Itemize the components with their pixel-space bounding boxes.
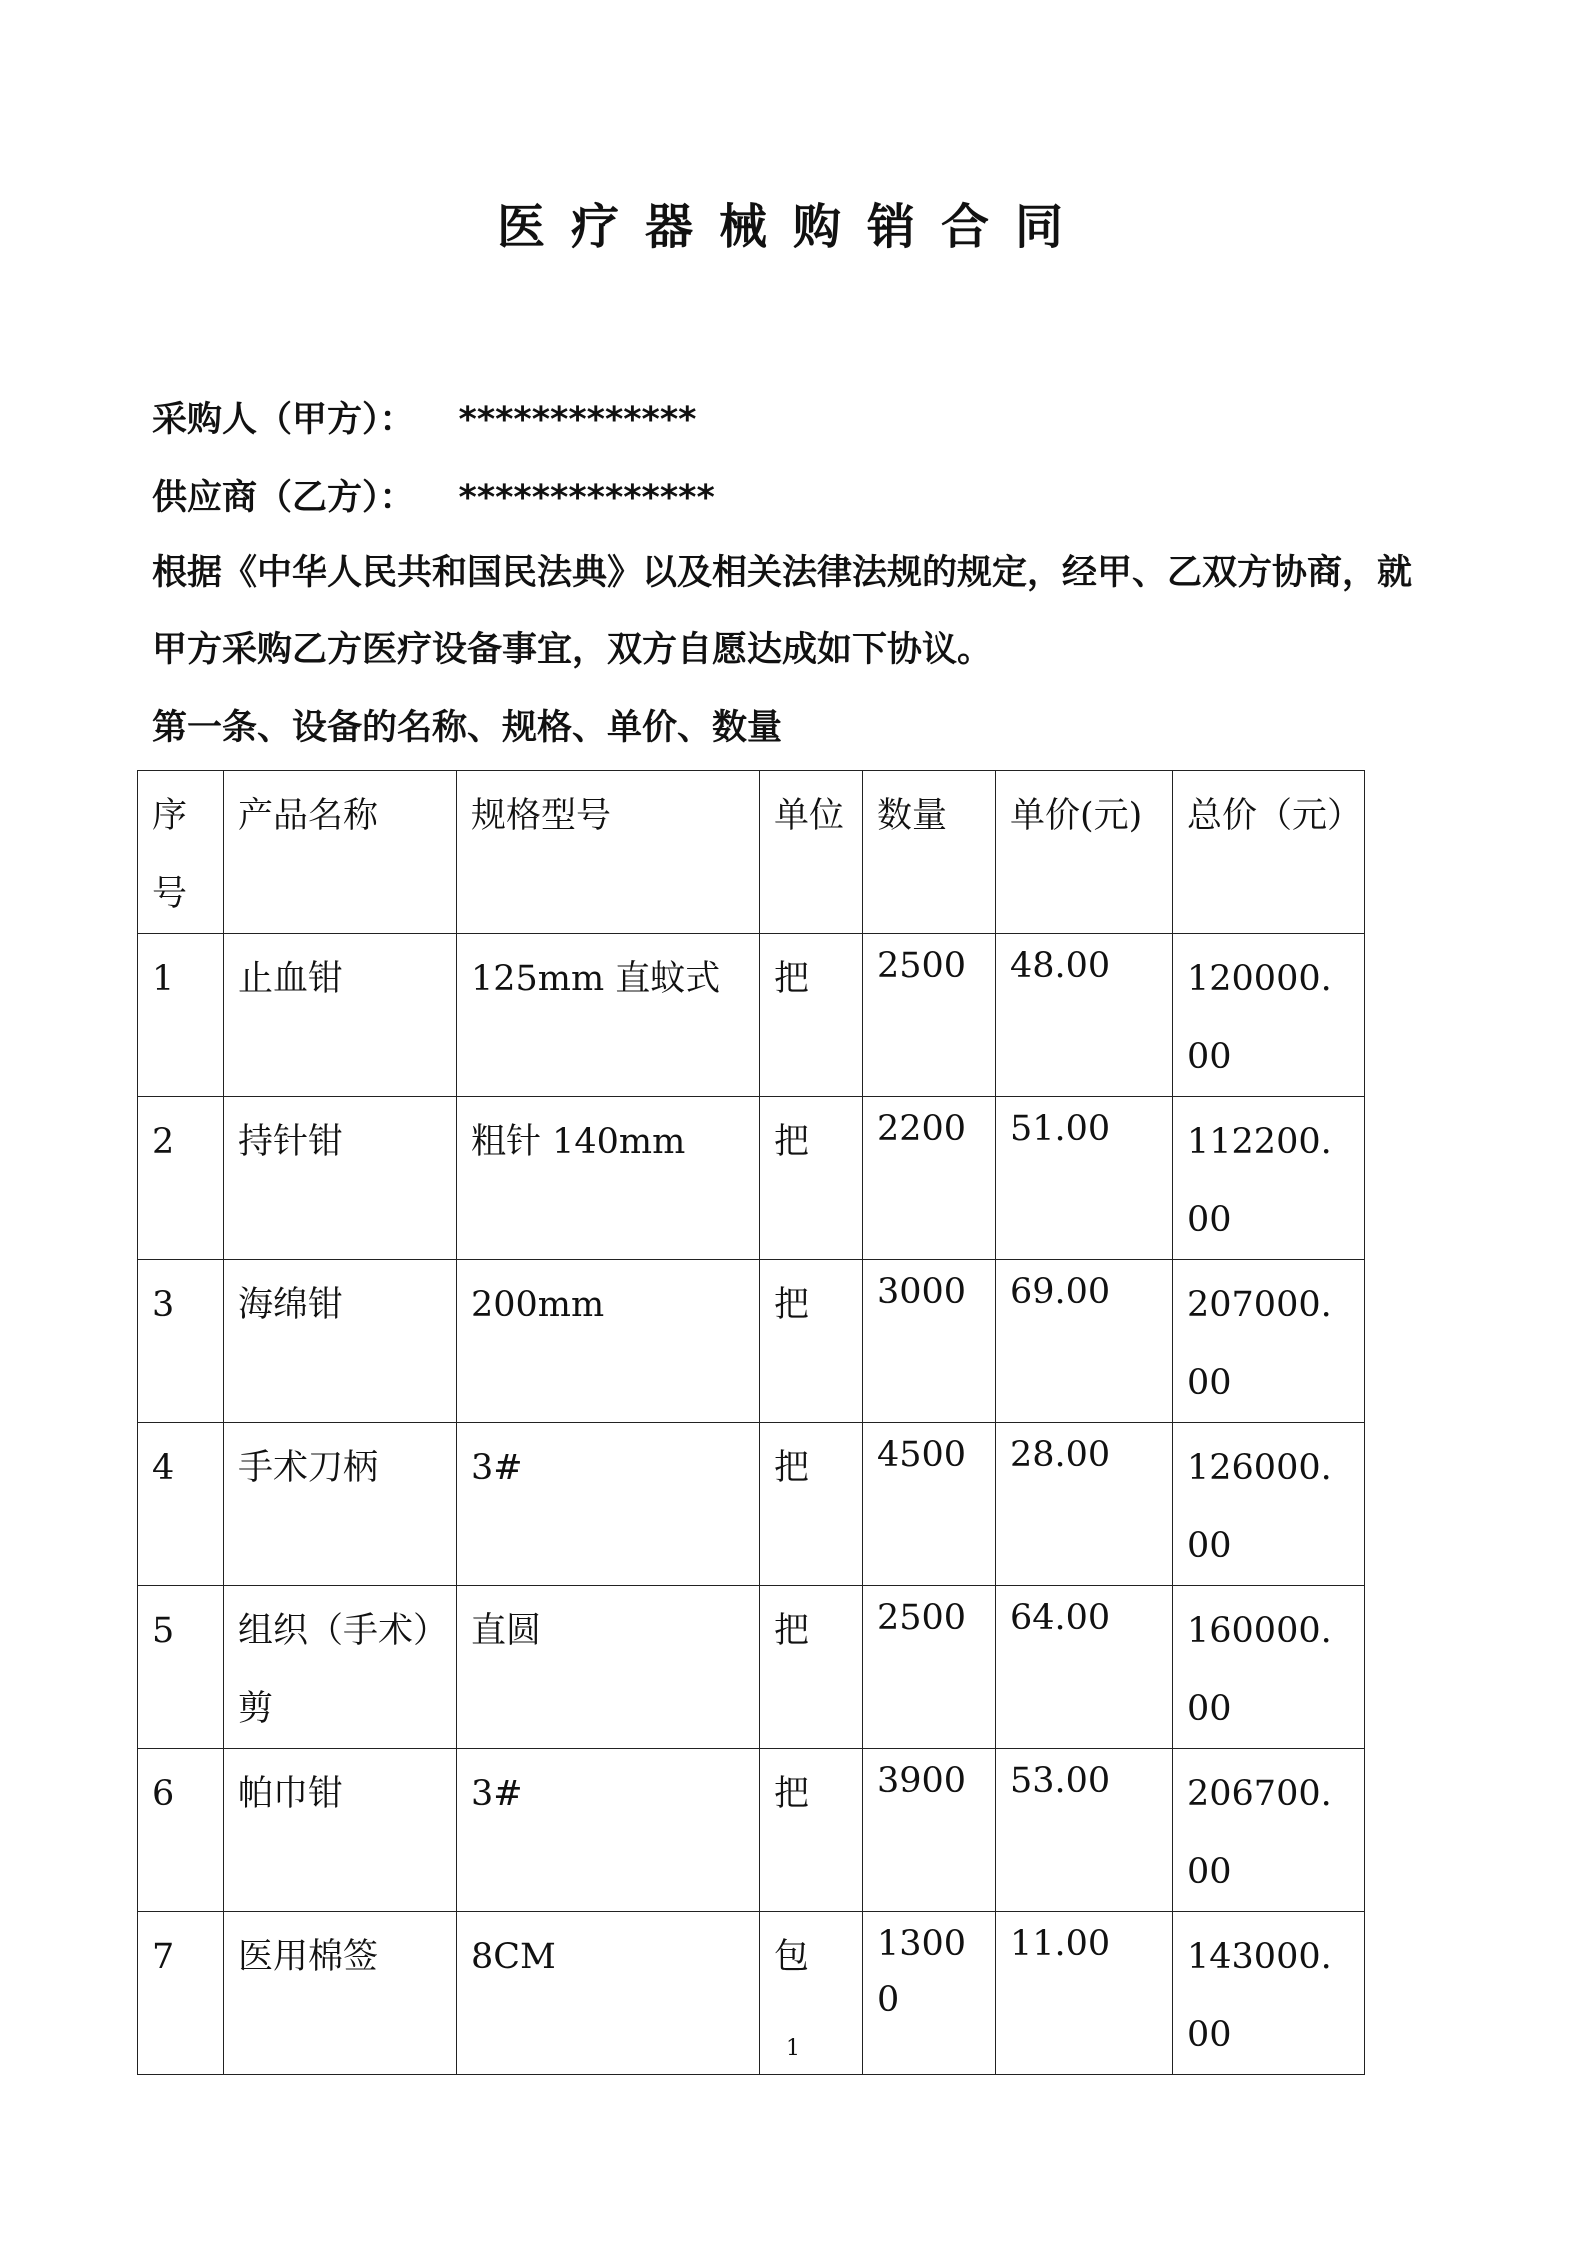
cell-index: 2 bbox=[138, 1097, 224, 1260]
buyer-value: ************* bbox=[458, 400, 697, 440]
cell-spec: 直圆 bbox=[457, 1586, 760, 1749]
buyer-label: 采购人（甲方）： bbox=[152, 400, 415, 440]
table-row bbox=[138, 1423, 1365, 1586]
cell-index: 3 bbox=[138, 1260, 224, 1423]
header-unit: 单位 bbox=[760, 771, 863, 934]
intro-line-1: 根据《中华人民共和国民法典》以及相关法律法规的规定，经甲、乙双方协商，就 bbox=[152, 553, 1413, 593]
cell-index: 5 bbox=[138, 1586, 224, 1749]
cell-spec: 8CM bbox=[457, 1912, 760, 2075]
supplier-value: ************** bbox=[458, 478, 715, 518]
cell-quantity: 2500 bbox=[863, 934, 996, 1097]
cell-index: 6 bbox=[138, 1749, 224, 1912]
cell-index: 7 bbox=[138, 1912, 224, 2075]
equipment-table bbox=[137, 770, 1365, 2075]
cell-unit-price: 64.00 bbox=[996, 1586, 1173, 1749]
header-quantity: 数量 bbox=[863, 771, 996, 934]
header-unit-price: 单价(元) bbox=[996, 771, 1173, 934]
cell-unit: 把 bbox=[760, 1097, 863, 1260]
cell-product-name: 止血钳 bbox=[224, 934, 457, 1097]
cell-product-name: 组织（手术）剪 bbox=[224, 1586, 457, 1749]
header-spec: 规格型号 bbox=[457, 771, 760, 934]
cell-quantity: 4500 bbox=[863, 1423, 996, 1586]
table-row bbox=[138, 1586, 1365, 1749]
cell-product-name: 持针钳 bbox=[224, 1097, 457, 1260]
buyer-line bbox=[152, 392, 696, 442]
cell-total-price: 143000.00 bbox=[1173, 1912, 1365, 2075]
cell-spec: 200mm bbox=[457, 1260, 760, 1423]
cell-index: 4 bbox=[138, 1423, 224, 1586]
cell-total-price: 160000.00 bbox=[1173, 1586, 1365, 1749]
cell-unit-price: 53.00 bbox=[996, 1749, 1173, 1912]
cell-quantity: 13000 bbox=[863, 1912, 996, 2075]
header-index: 序号 bbox=[138, 771, 224, 934]
cell-spec: 125mm 直蚊式 bbox=[457, 934, 760, 1097]
table-header-row bbox=[138, 771, 1365, 934]
cell-total-price: 126000.00 bbox=[1173, 1423, 1365, 1586]
cell-unit-price: 28.00 bbox=[996, 1423, 1173, 1586]
cell-unit-price: 69.00 bbox=[996, 1260, 1173, 1423]
cell-spec: 3# bbox=[457, 1749, 760, 1912]
table-row bbox=[138, 1260, 1365, 1423]
cell-total-price: 120000.00 bbox=[1173, 934, 1365, 1097]
cell-quantity: 3000 bbox=[863, 1260, 996, 1423]
header-total-price: 总价（元） bbox=[1173, 771, 1365, 934]
cell-product-name: 帕巾钳 bbox=[224, 1749, 457, 1912]
cell-spec: 粗针 140mm bbox=[457, 1097, 760, 1260]
cell-spec: 3# bbox=[457, 1423, 760, 1586]
cell-total-price: 207000.00 bbox=[1173, 1260, 1365, 1423]
document-title: 医疗器械购销合同 bbox=[496, 199, 1089, 255]
cell-index: 1 bbox=[138, 934, 224, 1097]
header-product-name: 产品名称 bbox=[224, 771, 457, 934]
table-row bbox=[138, 1097, 1365, 1260]
cell-total-price: 112200.00 bbox=[1173, 1097, 1365, 1260]
cell-unit: 把 bbox=[760, 934, 863, 1097]
cell-unit: 包 bbox=[760, 1912, 863, 2075]
cell-total-price: 206700.00 bbox=[1173, 1749, 1365, 1912]
cell-unit-price: 51.00 bbox=[996, 1097, 1173, 1260]
cell-product-name: 医用棉签 bbox=[224, 1912, 457, 2075]
supplier-label: 供应商（乙方）： bbox=[152, 478, 415, 518]
cell-quantity: 2500 bbox=[863, 1586, 996, 1749]
intro-line-2: 甲方采购乙方医疗设备事宜，双方自愿达成如下协议。 bbox=[152, 630, 993, 670]
cell-unit: 把 bbox=[760, 1423, 863, 1586]
cell-product-name: 海绵钳 bbox=[224, 1260, 457, 1423]
cell-unit: 把 bbox=[760, 1749, 863, 1912]
table-row bbox=[138, 1749, 1365, 1912]
cell-unit-price: 11.00 bbox=[996, 1912, 1173, 2075]
cell-quantity: 2200 bbox=[863, 1097, 996, 1260]
cell-product-name: 手术刀柄 bbox=[224, 1423, 457, 1586]
cell-quantity: 3900 bbox=[863, 1749, 996, 1912]
section-1-heading: 第一条、设备的名称、规格、单价、数量 bbox=[152, 708, 783, 748]
cell-unit: 把 bbox=[760, 1260, 863, 1423]
cell-unit: 把 bbox=[760, 1586, 863, 1749]
page-number: 1 bbox=[786, 2036, 800, 2061]
table-row bbox=[138, 934, 1365, 1097]
cell-unit-price: 48.00 bbox=[996, 934, 1173, 1097]
supplier-line bbox=[152, 470, 715, 520]
